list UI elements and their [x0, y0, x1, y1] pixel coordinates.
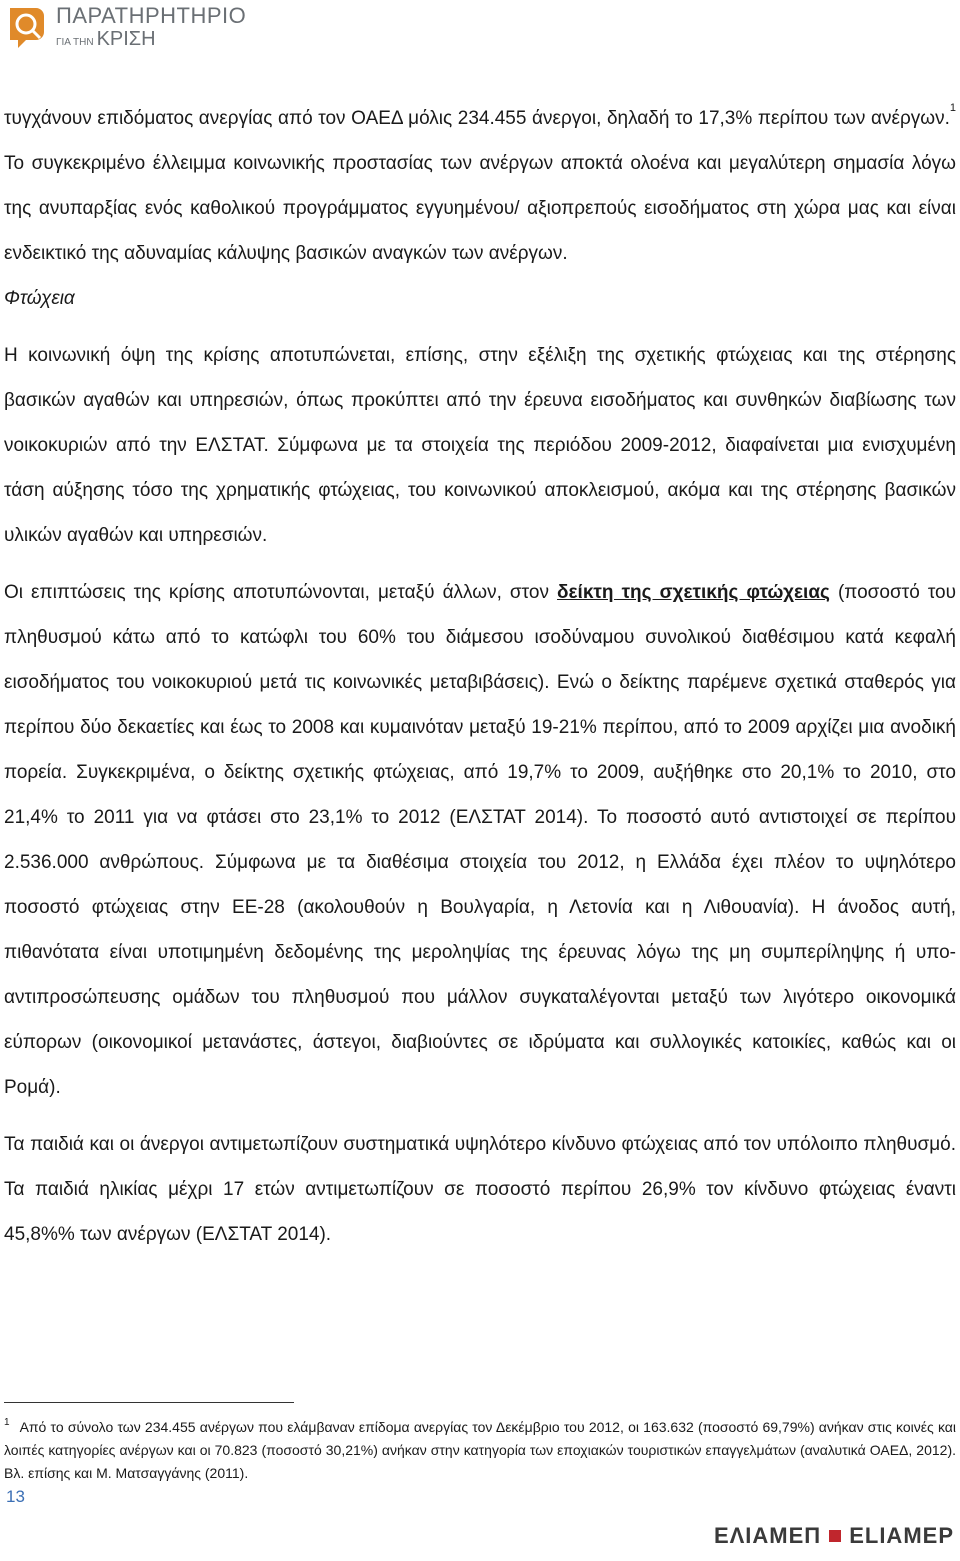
logo-square-icon — [829, 1530, 841, 1542]
paragraph-4: Τα παιδιά και οι άνεργοι αντιμετωπίζουν συστηματικά υψηλότερο κίνδυνο φτώχειας από τον υπόλοιπο πληθυσμό. Τα παιδιά ηλικίας μέχρι 17 ετών αντιμετωπίζουν σε ποσοστό περίπου 26,9% τον κίνδυνο φτώχειας έναντι 45,8%% των ανέργων (ΕΛΣΤΑΤ 2014). — [4, 1134, 956, 1245]
page-number: 13 — [6, 1487, 25, 1506]
logo-subtitle: ΓΙΑ ΤΗΝ ΚΡΙΣΗ — [56, 28, 156, 50]
footnote: $^1$ Από το σύνολο των 234.455 ανέργων που ελάμβαναν επίδομα ανεργίας τον Δεκέμβριο του 2012, οι 163.632 (ποσοστό 69,79%) ανήκαν στις κοινές και λοιπές κατηγορίες ανέργων και οι 70.823 (ποσοστό 30,21%) ανήκαν στην κατηγορία των εποχιακών τουριστικών επαγγελμάτων (αναλυτικά ΟΑΕΔ, 2012). Βλ. επίσης και Μ. Ματσαγγάνης (2011). — [4, 1417, 956, 1481]
footnote-ref[interactable]: 1 — [949, 102, 956, 114]
paragraph-2: Η κοινωνική όψη της κρίσης αποτυπώνεται, επίσης, στην εξέλιξη της σχετικής φτώχειας και της στέρησης βασικών αγαθών και υπηρεσιών, όπως προκύπτει από την έρευνα εισοδήματος και συνθηκών διαβίωσης των νοικοκυριών από την ΕΛΣΤΑΤ. Σύμφωνα με τα στοιχεία της περιόδου 2009-2012, διαφαίνεται μια ενισχυμένη τάση αύξησης τόσο της χρηματικής φτώχειας, του κοινωνικού αποκλεισμού, ακόμα και της στέρησης βασικών υλικών αγαθών και υπηρεσιών. — [4, 345, 956, 546]
eliamep-logo: ΕΛΙΑΜΕΠ ELIAMEP — [713, 1523, 954, 1548]
bold-term: δείκτη της σχετικής φτώχειας — [557, 582, 830, 603]
section-heading: Φτώχεια — [4, 288, 75, 309]
header-logo — [6, 4, 246, 50]
paragraph-3: Οι επιπτώσεις της κρίσης αποτυπώνονται, μεταξύ άλλων, στον δείκτη της σχετικής φτώχειας (ποσοστό του πληθυσμού κάτω από το κατώφλι του 60% του διάμεσου ισοδύναμου συνολικού διαθέσιμου κατά κεφαλή εισοδήματος του νοικοκυριού μετά τις κοινωνικές μεταβιβάσεις). Ενώ ο δείκτης παρέμενε σχετικά σταθερός για περίπου δύο δεκαετίες και έως το 2008 και κυμαινόταν μεταξύ 19-21% περίπου, από το 2009 αρχίζει μια ανοδική πορεία. Συγκεκριμένα, ο δείκτης σχετικής φτώχειας, από 19,7% το 2009, αυξήθηκε στο 20,1% το 2010, στο 21,4% το 2011 για να φτάσει στο 23,1% το 2012 (ΕΛΣΤΑΤ 2014). Το ποσοστό αυτό αντιστοιχεί σε περίπου 2.536.000 ανθρώπους. Σύμφωνα με τα διαθέσιμα στοιχεία του 2012, η Ελλάδα έχει πλέον το υψηλότερο ποσοστό φτώχειας στην ΕΕ-28 (ακολουθούν η Βουλγαρία, η Λετονία και η Λιθουανία). Η άνοδος αυτή, πιθανότατα είναι υποτιμημένη δεδομένης της μεροληψίας της έρευνας λόγω της μη συμπερίληψης ή υπο-αντιπροσώπευσης ομάδων του πληθυσμού που μάλλον συγκαταλέγονται μεταξύ των λιγότερο οικονομικά εύπορων (οικονομικοί μετανάστες, άστεγοι, διαβιούντες σε ιδρύματα και συλλογικές κατοικίες, καθώς και οι Ρομά). — [4, 582, 957, 1098]
observatory-logo-icon — [6, 4, 48, 50]
paragraph-1: τυγχάνουν επιδόματος ανεργίας από τον ΟΑΕΔ μόλις 234.455 άνεργοι, δηλαδή το 17,3% περίπου των ανέργων.$^1$ Το συγκεκριμένο έλλειμμα κοινωνικής προστασίας των ανέργων αποκτά ολοένα και μεγαλύτερη σημασία λόγω της ανυπαρξίας ενός καθολικού προγράμματος εγγυημένου/ αξιοπρεπούς εισοδήματος στη χώρα μας και είναι ενδεικτικό της αδυναμίας κάλυψης βασικών αναγκών των ανέργων. — [4, 102, 956, 264]
document-body — [4, 96, 956, 1257]
footnote-divider — [4, 1402, 294, 1403]
logo-title: ΠΑΡΑΤΗΡΗΤΗΡΙΟ — [56, 3, 247, 28]
